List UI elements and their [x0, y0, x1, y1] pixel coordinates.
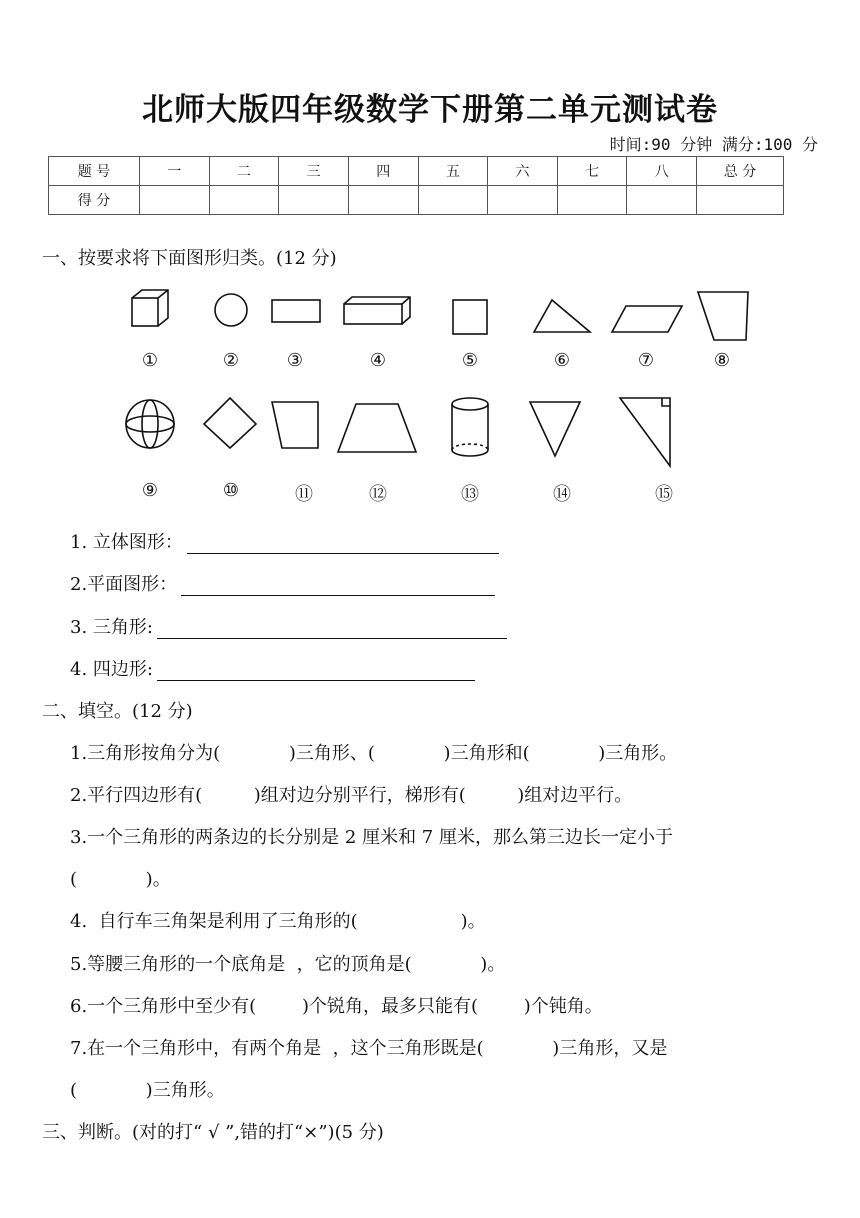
score-table-header-row [49, 157, 784, 186]
score-cell[interactable] [279, 186, 349, 215]
figure-number: ② [222, 350, 240, 371]
answer-blank[interactable] [157, 662, 475, 681]
score-header-cell: 总 分 [697, 157, 784, 186]
sphere-figure [120, 394, 180, 454]
right-triangle-figure [614, 392, 678, 472]
classify-item-label: 2.平面图形： [70, 574, 178, 595]
classify-item-label: 1. 立体图形： [70, 532, 183, 553]
score-cell[interactable] [418, 186, 488, 215]
classify-item-label: 4. 四边形: [70, 659, 153, 680]
figure-number: ⑤ [461, 350, 479, 371]
isosceles-trapezoid-figure [332, 398, 422, 458]
fill-blank-question: ( )。 [70, 869, 171, 890]
score-header-cell: 三 [279, 157, 349, 186]
figure-number: ④ [369, 350, 387, 371]
figure-number: ③ [286, 350, 304, 371]
circle-figure [208, 288, 254, 334]
section2-heading: 二、填空。(12 分) [42, 701, 193, 722]
time-info: 时间:90 分钟 满分:100 分 [609, 135, 818, 154]
answer-blank[interactable] [181, 577, 495, 596]
figure-number: ⑫ [369, 484, 387, 505]
fill-blank-question: 3.一个三角形的两条边的长分别是 2 厘米和 7 厘米，那么第三边长一定小于 [70, 827, 673, 848]
classify-item [70, 655, 475, 681]
triangle-figure [526, 292, 596, 340]
section1-heading: 一、按要求将下面图形归类。(12 分) [42, 248, 337, 269]
score-header-cell: 二 [209, 157, 279, 186]
rhombus-figure [198, 392, 262, 456]
classify-item-label: 3. 三角形: [70, 617, 153, 638]
cuboid-figure [338, 292, 418, 332]
fill-blank-question: 4. 自行车三角架是利用了三角形的( )。 [70, 911, 486, 932]
score-cell[interactable] [627, 186, 697, 215]
score-cell[interactable] [140, 186, 210, 215]
section3-heading: 三、判断。(对的打“ √ ”,错的打“×”)(5 分) [42, 1122, 384, 1143]
parallelogram-figure [606, 298, 686, 338]
score-header-cell: 八 [627, 157, 697, 186]
score-cell[interactable] [209, 186, 279, 215]
cube-figure [120, 284, 180, 334]
score-header-cell: 四 [348, 157, 418, 186]
figure-number: ⑦ [637, 350, 655, 371]
classify-item [70, 613, 507, 639]
score-cell[interactable] [488, 186, 558, 215]
figure-number: ⑩ [222, 480, 240, 501]
figure-number: ⑨ [141, 480, 159, 501]
fill-blank-question: 7.在一个三角形中，有两个角是 ，这个三角形既是( )三角形，又是 [70, 1038, 668, 1059]
fill-blank-question: 1.三角形按角分为( )三角形、( )三角形和( )三角形。 [70, 743, 678, 764]
right-trapezoid-figure [266, 396, 326, 456]
score-table-score-row [49, 186, 784, 215]
score-row-label: 得 分 [49, 186, 140, 215]
figure-number: ⑬ [461, 484, 479, 505]
score-header-cell: 七 [557, 157, 627, 186]
score-cell[interactable] [557, 186, 627, 215]
figure-number: ⑭ [553, 484, 571, 505]
inverted-triangle-figure [524, 396, 586, 462]
score-header-cell: 六 [488, 157, 558, 186]
trapezoid-figure [690, 286, 756, 346]
square-figure [446, 294, 494, 340]
score-header-cell: 一 [140, 157, 210, 186]
figure-number: ⑪ [295, 484, 313, 505]
fill-blank-question: 2.平行四边形有( )组对边分别平行，梯形有( )组对边平行。 [70, 785, 633, 806]
cylinder-figure [444, 392, 496, 464]
figure-number: ⑧ [713, 350, 731, 371]
classify-item [70, 528, 499, 554]
score-cell[interactable] [697, 186, 784, 215]
fill-blank-question: ( )三角形。 [70, 1080, 225, 1101]
figure-number: ⑥ [553, 350, 571, 371]
figure-number: ⑮ [655, 484, 673, 505]
score-table [48, 156, 784, 215]
rectangle-figure [266, 294, 328, 330]
fill-blank-question: 5.等腰三角形的一个底角是 ，它的顶角是( )。 [70, 954, 506, 975]
answer-blank[interactable] [187, 535, 499, 554]
figure-number: ① [141, 350, 159, 371]
score-header-cell: 题 号 [49, 157, 140, 186]
score-header-cell: 五 [418, 157, 488, 186]
score-cell[interactable] [348, 186, 418, 215]
fill-blank-question: 6.一个三角形中至少有( )个锐角，最多只能有( )个钝角。 [70, 996, 603, 1017]
page-title: 北师大版四年级数学下册第二单元测试卷 [142, 92, 718, 128]
answer-blank[interactable] [157, 620, 507, 639]
classify-item [70, 570, 495, 596]
